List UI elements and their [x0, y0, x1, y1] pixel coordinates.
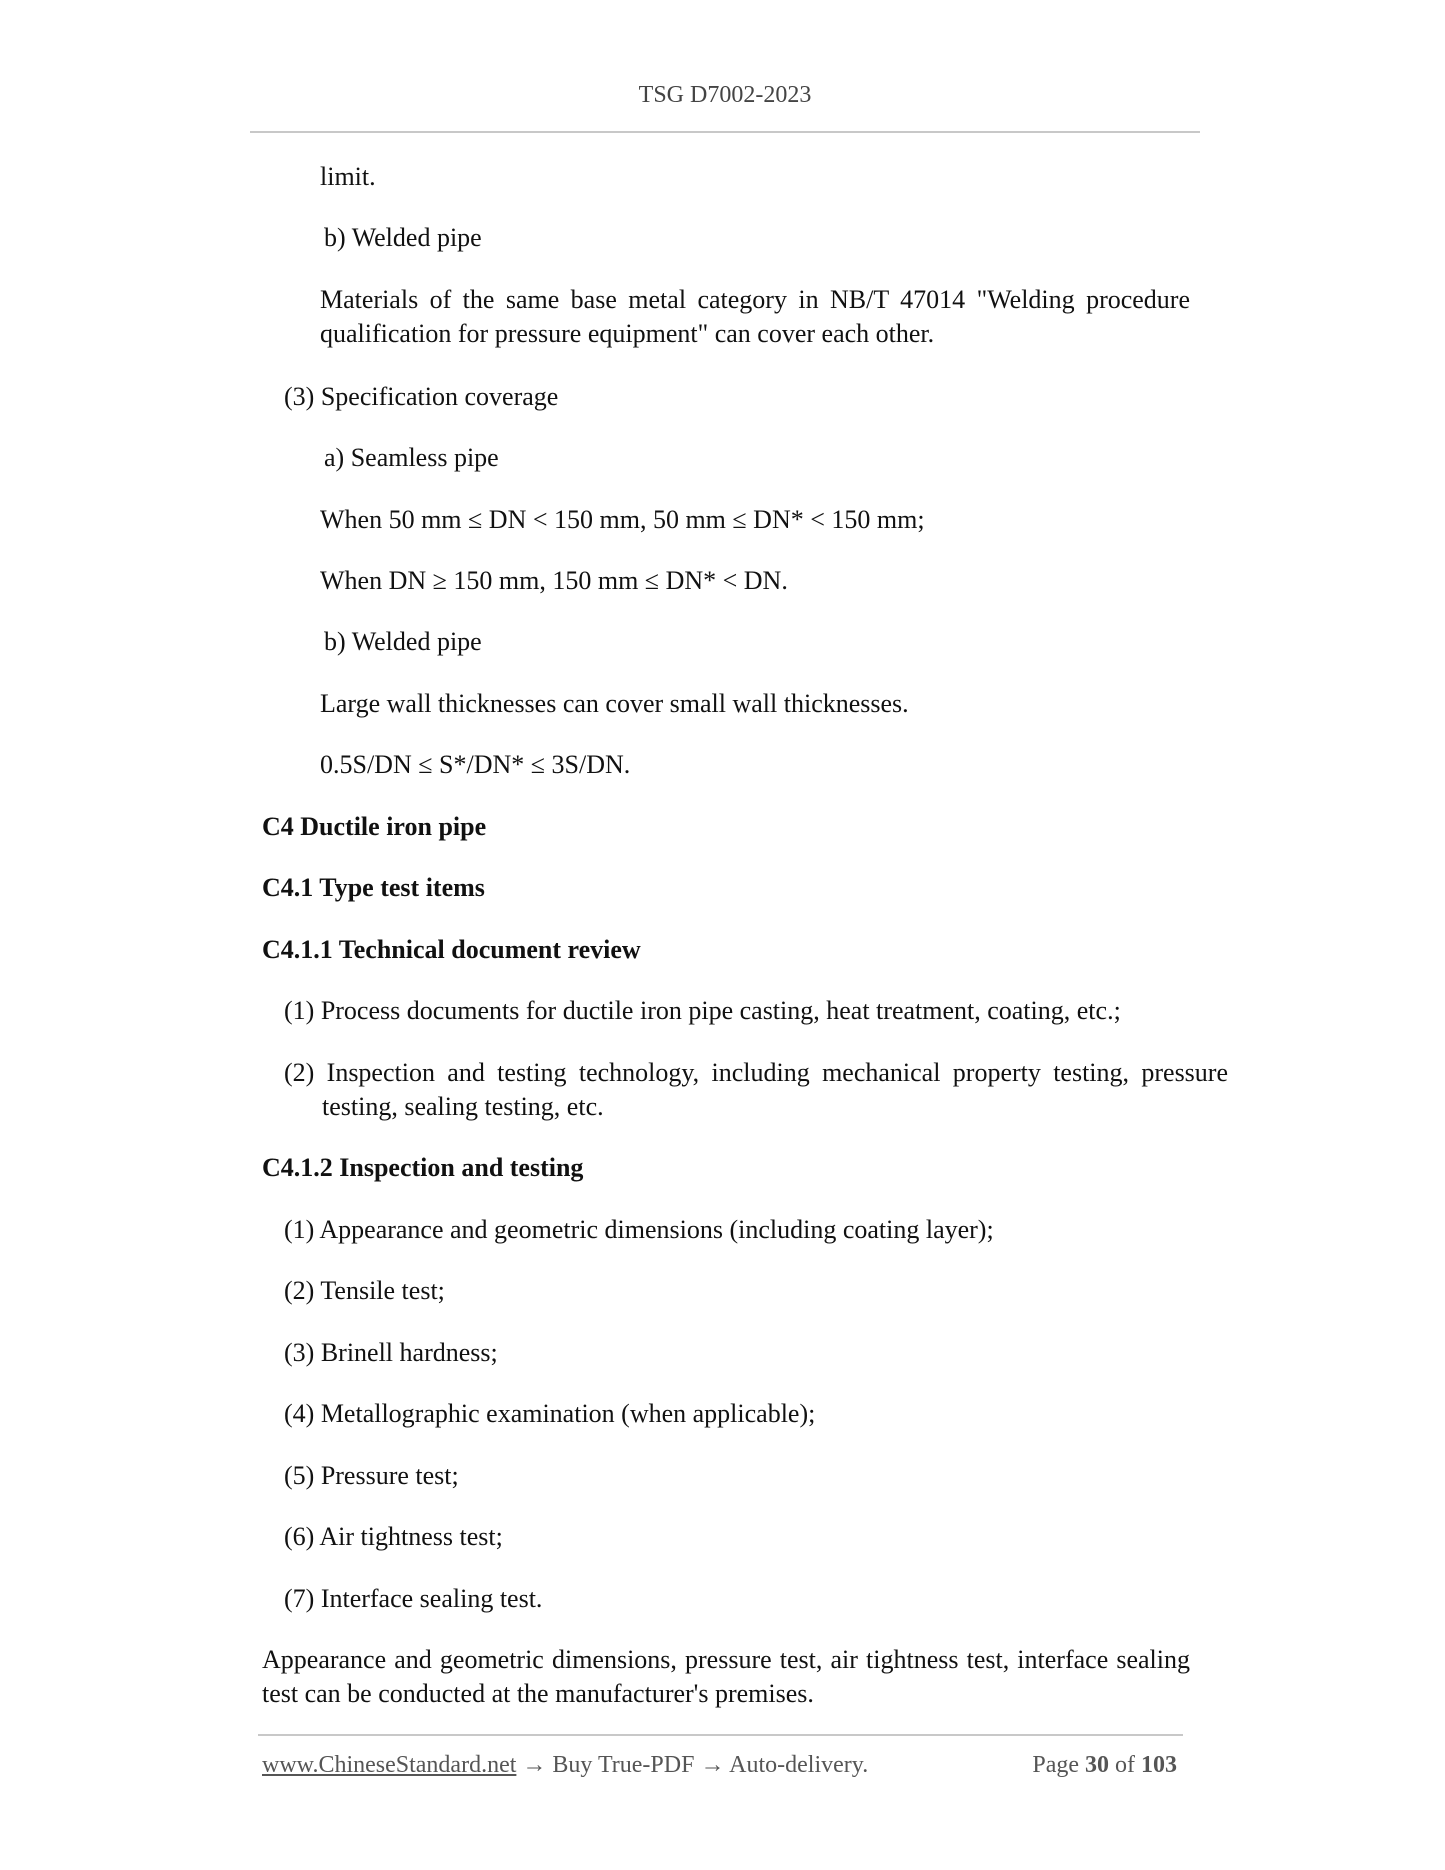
paragraph: Materials of the same base metal category in NB/T 47014 "Welding procedure qualification for pressure equipment" can cover each other.	[320, 285, 1190, 348]
formula-line: When 50 mm ≤ DN < 150 mm, 50 mm ≤ DN* < 150 mm;	[320, 505, 925, 534]
footer-rule	[258, 1734, 1183, 1736]
arrow-right-icon: →	[700, 1752, 725, 1778]
list-item: (2) Inspection and testing technology, including mechanical property testing, pressure testing, sealing testing, etc.	[284, 1058, 1228, 1121]
formula-line: When DN ≥ 150 mm, 150 mm ≤ DN* < DN.	[320, 566, 788, 595]
page-counter	[1032, 1752, 1177, 1779]
website-link[interactable]: www.ChineseStandard.net	[262, 1752, 517, 1778]
section-heading: C4 Ductile iron pipe	[262, 812, 487, 841]
arrow-right-icon: →	[522, 1752, 547, 1778]
list-item: (1) Process documents for ductile iron pipe casting, heat treatment, coating, etc.;	[284, 996, 1121, 1025]
page-number: 30	[1085, 1752, 1109, 1778]
page-total: 103	[1141, 1752, 1177, 1778]
list-item: (5) Pressure test;	[284, 1461, 459, 1490]
list-item: (1) Appearance and geometric dimensions (including coating layer);	[284, 1215, 994, 1244]
section-heading: C4.1.2 Inspection and testing	[262, 1153, 584, 1182]
list-item: (7) Interface sealing test.	[284, 1584, 543, 1613]
list-item: (2) Tensile test;	[284, 1276, 445, 1305]
text-line: limit.	[320, 162, 376, 191]
subheading-welded-pipe: b) Welded pipe	[324, 223, 482, 252]
header-rule	[250, 131, 1200, 133]
of-label: of	[1115, 1752, 1135, 1778]
subheading-welded-pipe: b) Welded pipe	[324, 627, 482, 656]
page-label: Page	[1032, 1752, 1079, 1778]
buy-text: Buy True-PDF	[552, 1752, 695, 1778]
list-item: (3) Brinell hardness;	[284, 1338, 498, 1367]
section-heading: C4.1.1 Technical document review	[262, 935, 641, 964]
list-item: (3) Specification coverage	[284, 382, 559, 411]
section-heading: C4.1 Type test items	[262, 873, 485, 902]
text-line: Large wall thicknesses can cover small wall thicknesses.	[320, 689, 909, 718]
list-item: (4) Metallographic examination (when applicable);	[284, 1399, 816, 1428]
formula-line: 0.5S/DN ≤ S*/DN* ≤ 3S/DN.	[320, 750, 631, 779]
paragraph: Appearance and geometric dimensions, pressure test, air tightness test, interface sealing test can be conducted at the manufacturer's premises.	[262, 1645, 1190, 1708]
subheading-seamless-pipe: a) Seamless pipe	[324, 443, 499, 472]
delivery-text: Auto-delivery.	[729, 1752, 869, 1778]
footer-promo	[262, 1752, 868, 1779]
list-item: (6) Air tightness test;	[284, 1522, 503, 1551]
document-header: TSG D7002-2023	[638, 82, 812, 108]
